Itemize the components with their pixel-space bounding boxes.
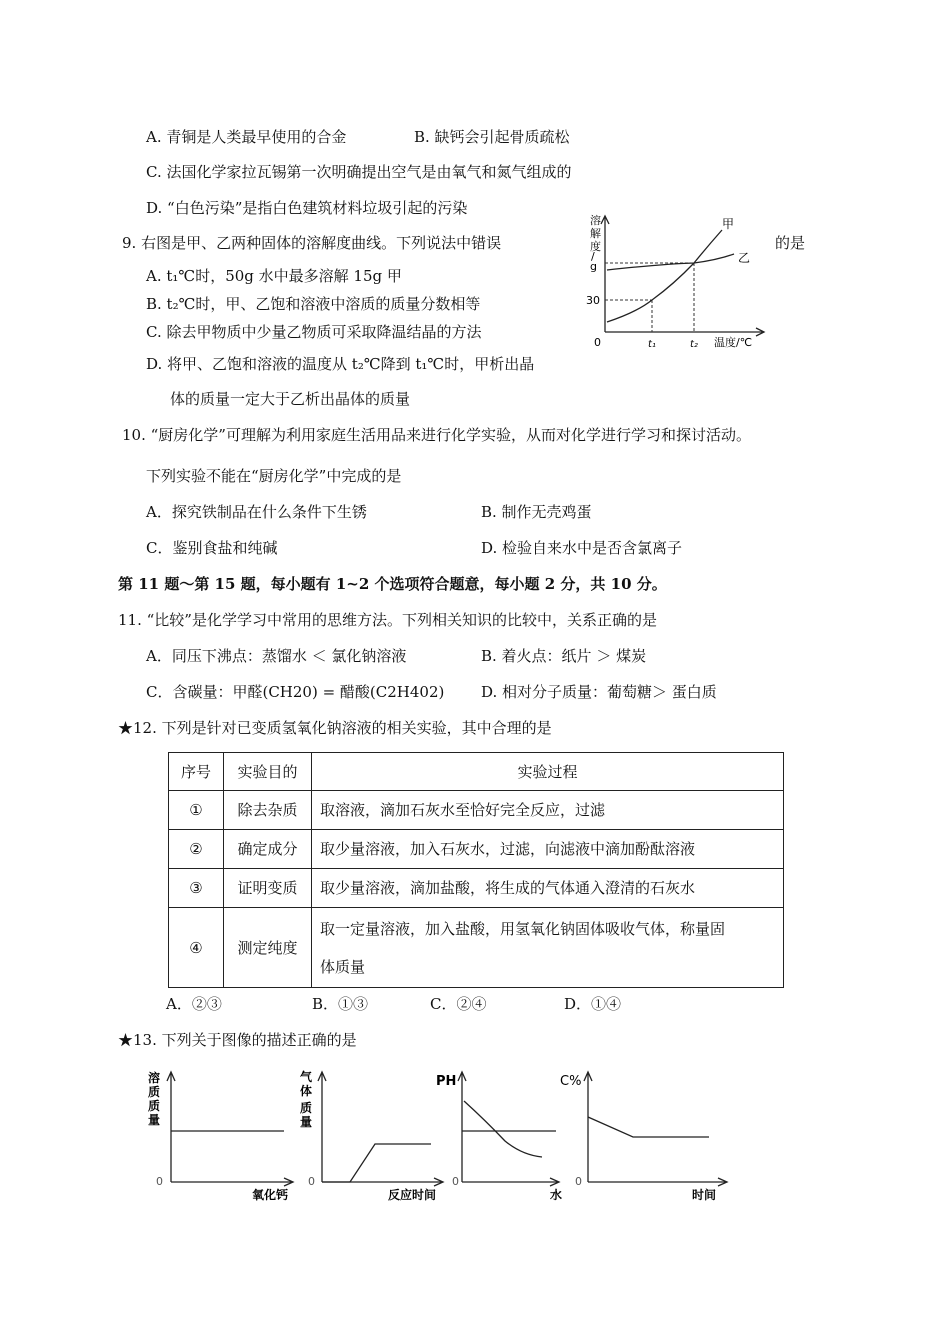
q9-stem: 9. 右图是甲、乙两种固体的溶解度曲线。下列说法中错误: [122, 234, 502, 252]
header-process: 实验过程: [312, 753, 784, 791]
g2-origin: 0: [308, 1175, 315, 1188]
graph-label-yi: 乙: [738, 251, 751, 265]
row-no: ④: [169, 908, 224, 988]
q10-option-a: A．探究铁制品在什么条件下生锈: [146, 503, 367, 521]
table-row: [169, 830, 784, 869]
q11-stem: 11. “比较”是化学学习中常用的思维方法。下列相关知识的比较中，关系正确的是: [118, 611, 657, 629]
q11-option-a: A．同压下沸点：蒸馏水 ＜ 氯化钠溶液: [146, 647, 407, 665]
q11-option-b: B. 着火点：纸片 ＞ 煤炭: [481, 647, 647, 665]
graph-ylabel-3: 度: [590, 240, 601, 253]
q8-option-c: C. 法国化学家拉瓦锡第一次明确提出空气是由氧气和氮气组成的: [146, 163, 572, 181]
graph-tick-30: 30: [586, 294, 600, 307]
row-no: ③: [169, 869, 224, 908]
row-goal: 证明变质: [224, 869, 312, 908]
graph-ylabel-2: 解: [590, 227, 601, 240]
q10-option-d: D. 检验自来水中是否含氯离子: [481, 539, 683, 557]
g4-xlabel: 时间: [692, 1188, 717, 1202]
q9-stem-end: 的是: [775, 234, 806, 252]
q9-option-d-line2: 体的质量一定大于乙析出晶体的质量: [170, 390, 411, 408]
table-header-row: [169, 753, 784, 791]
row-goal: 测定纯度: [224, 908, 312, 988]
q8-option-d: D. “白色污染”是指白色建筑材料垃圾引起的污染: [146, 199, 468, 217]
g4-origin: 0: [575, 1175, 582, 1188]
g4-ylabel: C%: [560, 1074, 582, 1089]
row-process: [312, 908, 784, 988]
section-note: 第 11 题～第 15 题，每小题有 1~2 个选项符合题意，每小题 2 分，共 10 分。: [118, 575, 667, 593]
g3-xlabel: 水: [550, 1188, 563, 1202]
g2-xlabel: 反应时间: [388, 1188, 437, 1202]
q10-stem-line2: 下列实验不能在“厨房化学”中完成的是: [146, 467, 402, 485]
graph-t1: t₁: [648, 339, 656, 350]
g1-ylabel-4: 量: [148, 1113, 161, 1127]
q8-option-b: B. 缺钙会引起骨质疏松: [414, 128, 570, 146]
experiment-table: [168, 752, 784, 988]
row-no: ②: [169, 830, 224, 869]
q13-graphs: [140, 1065, 740, 1205]
q12-option-c: C．②④: [430, 995, 487, 1013]
g3-ylabel: PH: [436, 1074, 457, 1089]
row-process: 取溶液，滴加石灰水至恰好完全反应，过滤: [312, 791, 784, 830]
g4-line: [588, 1117, 709, 1137]
graph-ylabel-1: 溶: [590, 214, 601, 227]
q11-option-d: D. 相对分子质量：葡萄糖＞ 蛋白质: [481, 683, 717, 701]
solubility-graph: [582, 212, 772, 352]
q9-option-b: B. t₂℃时，甲、乙饱和溶液中溶质的质量分数相等: [146, 295, 481, 313]
row-goal: 除去杂质: [224, 791, 312, 830]
g1-ylabel-2: 质: [148, 1085, 161, 1099]
row-no: ①: [169, 791, 224, 830]
q9-option-c: C. 除去甲物质中少量乙物质可采取降温结晶的方法: [146, 323, 482, 341]
q10-option-c: C．鉴别食盐和纯碱: [146, 539, 278, 557]
q8-option-a: A. 青铜是人类最早使用的合金: [146, 128, 347, 146]
header-no: 序号: [169, 753, 224, 791]
graph-label-jia: 甲: [722, 217, 735, 231]
row-process-line1: 取一定量溶液，加入盐酸，用氢氧化钠固体吸收气体，称量固: [320, 919, 726, 938]
g2-ylabel-4: 量: [300, 1115, 313, 1129]
g2-line: [322, 1144, 431, 1182]
graph-origin: 0: [594, 336, 601, 349]
q12-option-b: B．①③: [312, 995, 369, 1013]
g3-origin: 0: [452, 1175, 459, 1188]
g1-ylabel-1: 溶: [148, 1071, 161, 1085]
graph-4: [560, 1072, 727, 1202]
g2-ylabel-3: 质: [300, 1101, 313, 1115]
table-row: [169, 908, 784, 988]
graph-ylabel-5: g: [590, 260, 597, 273]
graph-t2: t₂: [690, 339, 698, 350]
graph-xlabel: 温度/℃: [714, 336, 753, 349]
q9-option-d-line1: D. 将甲、乙饱和溶液的温度从 t₂℃降到 t₁℃时，甲析出晶: [146, 355, 535, 373]
g1-ylabel-3: 质: [148, 1099, 161, 1113]
q9-option-a: A. t₁℃时，50g 水中最多溶解 15g 甲: [146, 267, 402, 285]
q11-option-c: C．含碳量：甲醛(CH20) = 醋酸(C2H402): [146, 683, 445, 701]
row-process-line2: 体质量: [320, 957, 366, 976]
q12-option-a: A．②③: [166, 995, 222, 1013]
q13-stem: ★13. 下列关于图像的描述正确的是: [118, 1031, 357, 1049]
g1-origin: 0: [156, 1175, 163, 1188]
graph-2: [300, 1069, 443, 1202]
g1-xlabel: 氧化钙: [252, 1188, 289, 1202]
q12-option-d: D．①④: [564, 995, 622, 1013]
row-process: 取少量溶液，滴加盐酸，将生成的气体通入澄清的石灰水: [312, 869, 784, 908]
row-goal: 确定成分: [224, 830, 312, 869]
q12-stem: ★12. 下列是针对已变质氢氧化钠溶液的相关实验，其中合理的是: [118, 719, 552, 737]
q10-stem-line1: 10. “厨房化学”可理解为利用家庭生活用品来进行化学实验，从而对化学进行学习和探讨活动。: [122, 426, 751, 444]
g3-curve: [464, 1101, 542, 1157]
row-process: 取少量溶液，加入石灰水，过滤，向滤液中滴加酚酞溶液: [312, 830, 784, 869]
g2-ylabel-2: 体: [300, 1084, 313, 1098]
table-row: [169, 869, 784, 908]
g2-ylabel-1: 气: [300, 1070, 313, 1084]
curve-yi: [607, 254, 734, 270]
graph-ylabel-4: /: [591, 250, 595, 263]
graph-1: [148, 1070, 293, 1202]
table-row: [169, 791, 784, 830]
graph-3: [436, 1072, 562, 1202]
header-goal: 实验目的: [224, 753, 312, 791]
q10-option-b: B. 制作无壳鸡蛋: [481, 503, 592, 521]
curve-jia: [607, 230, 722, 322]
